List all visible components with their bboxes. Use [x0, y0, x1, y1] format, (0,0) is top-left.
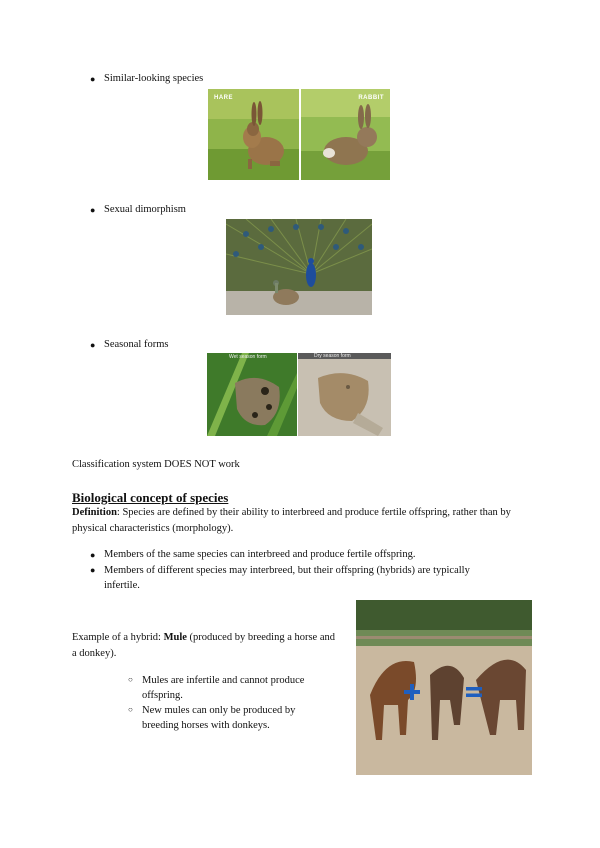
- bullet-text: Sexual dimorphism: [104, 204, 186, 215]
- classification-conclusion: Classification system DOES NOT work: [72, 459, 240, 470]
- bullet-text: Members of the same species can interbreed and produce fertile offspring.: [104, 549, 416, 560]
- butterfly-right-caption: Dry season form: [314, 353, 351, 359]
- butterfly-left-caption: Wet season form: [229, 354, 267, 360]
- equals-icon: [466, 686, 482, 698]
- horse-donkey-mule-photo: [356, 600, 532, 775]
- butterfly-wet-season-photo: [207, 353, 297, 436]
- bullet-dot: ●: [90, 565, 96, 575]
- bullet-text: Mules are infertile and cannot produce offspring.: [142, 675, 305, 701]
- rabbit-label: RABBIT: [358, 95, 384, 101]
- bullet-text: Similar-looking species: [104, 73, 204, 84]
- bullet-different-species: [90, 563, 510, 593]
- plus-icon: [404, 684, 420, 700]
- definition-text: : Species are defined by their ability to interbreed and produce fertile offspring, rather than by physical characteristics (morphology).: [72, 507, 511, 534]
- hybrid-name: Mule: [163, 632, 187, 643]
- hare-photo: [208, 89, 299, 180]
- hare-label: HARE: [214, 95, 234, 101]
- bullet-text: Seasonal forms: [104, 339, 169, 350]
- definition-label: Definition: [72, 507, 117, 518]
- sub-bullet-breeding: [128, 703, 328, 733]
- rabbit-photo: [301, 89, 390, 180]
- bullet-similar-species: [90, 72, 203, 86]
- peacock-photo: [226, 219, 372, 315]
- sub-bullet-infertile: [128, 673, 328, 703]
- bullet-seasonal-forms: [90, 338, 168, 352]
- bullet-text: Members of different species may interbreed, but their offspring (hybrids) are typically infertile.: [104, 565, 470, 591]
- hybrid-rest: (produced by breeding a horse and a donkey).: [72, 632, 336, 659]
- definition-paragraph: [72, 505, 530, 537]
- bullet-dot: ●: [90, 74, 96, 84]
- bullet-dot: ●: [90, 205, 96, 215]
- bullet-text: New mules can only be produced by breeding horses with donkeys.: [142, 705, 296, 731]
- section-heading: Biological concept of species: [72, 490, 229, 505]
- bullet-same-species: [90, 548, 520, 562]
- butterfly-dry-season-photo: [298, 353, 391, 436]
- bullet-dot: ●: [90, 340, 96, 350]
- circle-bullet-icon: ○: [128, 705, 133, 714]
- bullet-dot: ●: [90, 550, 96, 560]
- hybrid-intro: Example of a hybrid:: [72, 632, 164, 643]
- bullet-sexual-dimorphism: [90, 203, 186, 217]
- circle-bullet-icon: ○: [128, 675, 133, 684]
- hybrid-example: [72, 630, 342, 662]
